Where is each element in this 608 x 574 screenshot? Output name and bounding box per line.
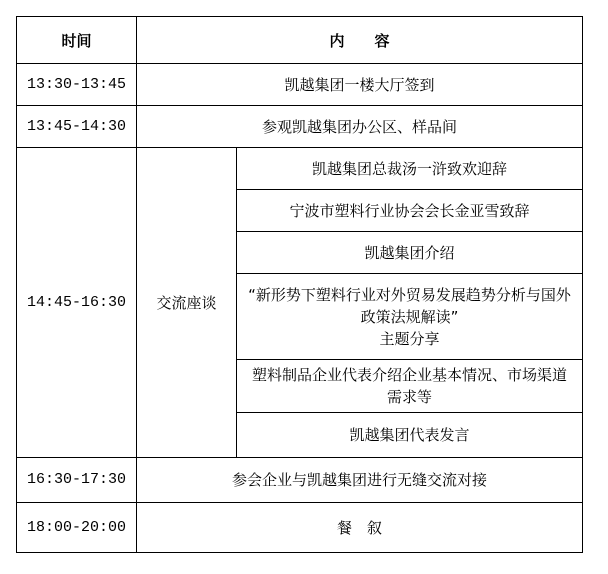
content-cell: 凯越集团代表发言	[237, 413, 583, 458]
table-row	[17, 148, 583, 190]
content-cell	[237, 274, 583, 360]
time-cell: 18:00-20:00	[17, 503, 137, 553]
content-cell: 凯越集团一楼大厅签到	[137, 64, 583, 106]
time-cell: 13:30-13:45	[17, 64, 137, 106]
time-cell: 14:45-16:30	[17, 148, 137, 458]
time-cell: 16:30-17:30	[17, 458, 137, 503]
content-cell: 餐 叙	[137, 503, 583, 553]
table-row	[17, 106, 583, 148]
content-cell: 宁波市塑料行业协会会长金亚雪致辞	[237, 190, 583, 232]
header-time: 时间	[17, 17, 137, 64]
content-cell: 凯越集团总裁汤一浒致欢迎辞	[237, 148, 583, 190]
table-row	[17, 64, 583, 106]
topic-title: “新形势下塑料行业对外贸易发展趋势分析与国外政策法规解读”	[248, 285, 571, 326]
section-cell: 交流座谈	[137, 148, 237, 458]
content-cell: 凯越集团介绍	[237, 232, 583, 274]
time-cell: 13:45-14:30	[17, 106, 137, 148]
table-row	[17, 458, 583, 503]
content-cell: 塑料制品企业代表介绍企业基本情况、市场渠道需求等	[237, 360, 583, 413]
table-row	[17, 503, 583, 553]
header-content: 内 容	[137, 17, 583, 64]
topic-subtitle: 主题分享	[379, 329, 440, 348]
content-cell: 参会企业与凯越集团进行无缝交流对接	[137, 458, 583, 503]
content-cell: 参观凯越集团办公区、样品间	[137, 106, 583, 148]
header-row	[17, 17, 583, 64]
schedule-table	[16, 16, 583, 553]
